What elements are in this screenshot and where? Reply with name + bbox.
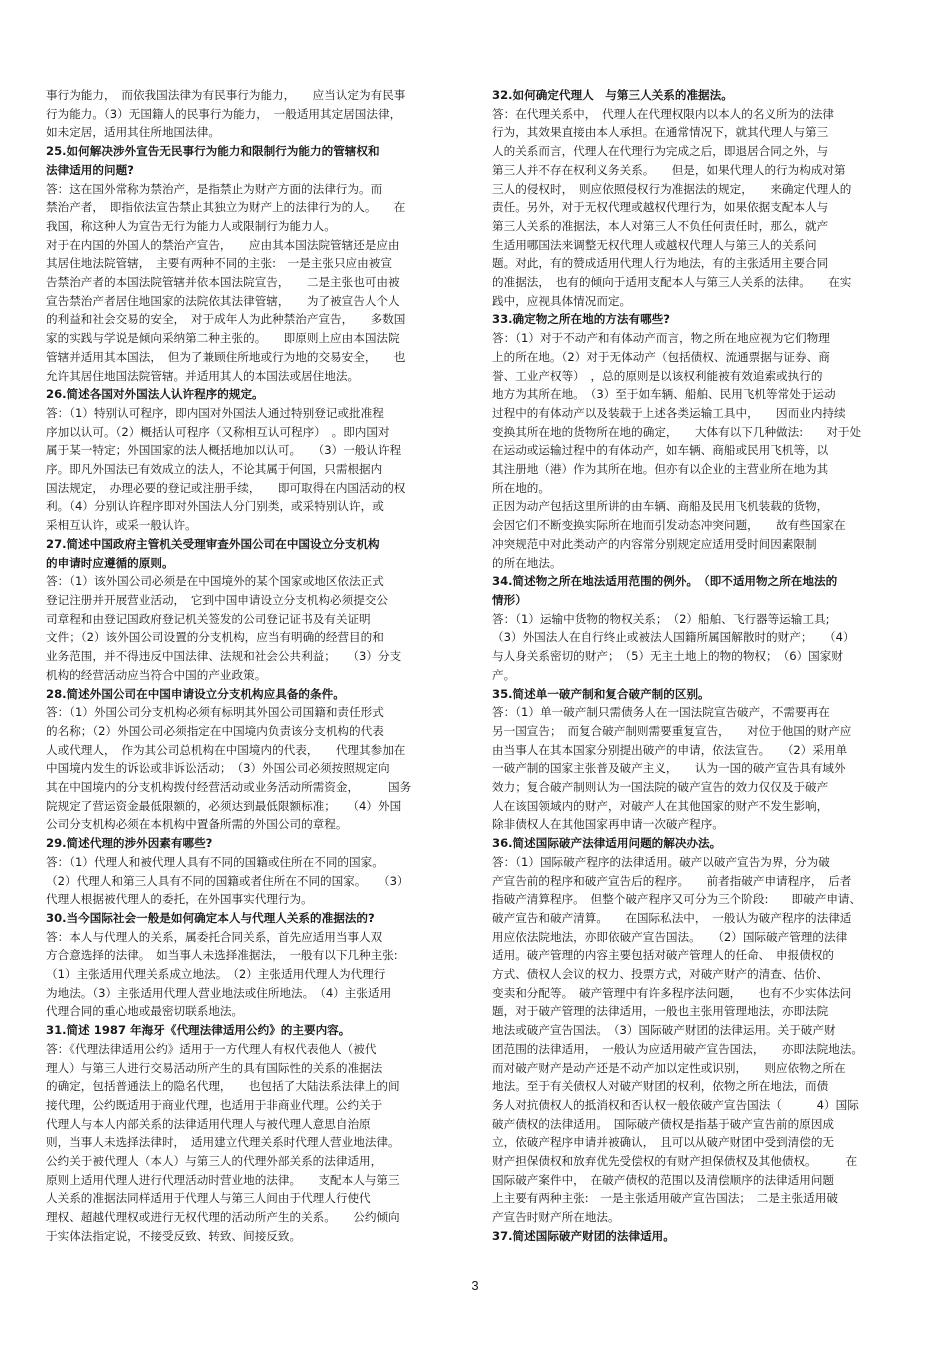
question-heading: 31.简述 1987 年海牙《代理法律适用公约》的主要内容。: [46, 1023, 351, 1038]
answer-paragraph: 答：（1）运输中货物的物权关系； （2）船舶、飞行器等运输工具; （3）外国法人在自行终止或被法人国籍所属国解散时的财产； （4） 与人身关系密切的财产； （5）无主土地上的物的物权； （6）国家财 产。: [492, 611, 855, 682]
answer-paragraph: 答：本人与代理人的关系，属委托合同关系，首先应适用当事人双 方合意选择的法律。 如当事人未选择准据法， 一般有以下几种主张: （1）主张适用代理关系成立地法。 （2）主张适用代理人为代理行 为地法。（3）主张适用代理人营业地法或住所地法。 （4）主张适用 代理合同的重心地或最密切联系地法。: [46, 929, 398, 1019]
answer-paragraph: 答：《代理法律适用公约》适用于一方代理人有权代表他人（被代 理人）与第三人进行交易活动所产生的具有国际性的关系的准据法 的确定，包括普通法上的隐名代理， 也包括了大陆法系法律上的间 接代理，公约既适用于商业代理，也适用于非商业代理。公约关于 代理人与本人内部关系的法律适用代理人与被代理人意思自治原 则，当事人未选择法律时， 适用建立代理关系时代理人营业地法律。 公约关于被代理人（本人）与第三人的代理外部关系的法律适用， 原则上适用代理人进行代理活动时营业地的法律。 支配本人与第三 人关系的准据法同样适用于代理人与第三人间由于代理人行使代 理权、超越代理权或进行无权代理的活动所产生的关系。 公约倾向 于实体法指定说，不接受反致、转致、间接反致。: [46, 1041, 400, 1243]
left-column: [46, 86, 456, 1246]
answer-paragraph: 答：（1）对于不动产和有体动产而言，物之所在地应视为它们物理 上的所在地。（2）对于无体动产（包括债权、流通票据与证券、商 誉、工业产权等） ，总的原则是以该权利能被有效追索或执行的 地方为其所在地。 （3）至于如车辆、船舶、民用飞机等常处于运动 过程中的有体动产以及装载于上述各类运输工具中， 因而业内持续 变换其所在地的货物所在地的确定， 大体有以下几种做法: 对于处 在运动或运输过程中的有体动产，如车辆、商船或民用飞机等，以 其注册地（港）作为其所在地。但亦有以企业的主营业所在地为其 所在地的。 正因为动产包括这里所讲的由车辆、商船及民用飞机装载的货物， 会因它们不断变换实际所在地而引发动态冲突问题， 故有些国家在 冲突规范中对此类动产的内容常分别规定应适用受时间因素限制 的所在地法。: [492, 331, 862, 570]
question-heading: 25.如何解决涉外宣告无民事行为能力和限制行为能力的管辖权和 法律适用的问题?: [46, 144, 380, 177]
answer-paragraph: 答：（1）外国公司分支机构必须有标明其外国公司国籍和责任形式 的名称；（2）外国公司必须指定在中国境内负责该分支机构的代表 人或代理人， 作为其公司总机构在中国境内的代表， 代理其参加在 中国境内发生的诉讼或非诉讼活动； （3）外国公司必须按照规定向 其在中国境内的分支机构拨付经营活动或业务活动所需资金， 国务 院规定了营运资金最低限额的，必须达到最低限额标准； （4）外国 公司分支机构必须在本机构中置备所需的外国公司的章程。: [46, 705, 412, 832]
answer-paragraph: 答：这在国外常称为禁治产，是指禁止为财产方面的法律行为。而 禁治产者， 即指依法宣告禁止其独立为财产上的法律行为的人。 在 我国，称这种人为宣告无行为能力人或限制行为能力人。 对于在内国的外国人的禁治产宣告， 应由其本国法院管辖还是应由 其居住地法院管辖， 主要有两种不同的主张: 一是主张只应由被宣 告禁治产者的本国法院管辖并依本国法院宣告， 二是主张也可由被 宣告禁治产者居住地国家的法院依其法律管辖， 为了被宣告人个人 的利益和社会交易的安全， 对于成年人为此种禁治产宣告， 多数国 家的实践与学说是倾向采纳第二种主张的。 即原则上应由本国法院 管辖并适用其本国法， 但为了兼顾住所地或行为地的交易安全， 也 允许其居住地国法院管辖。并适用其人的本国法或居住地法。: [46, 181, 406, 383]
question-heading: 32.如何确定代理人 与第三人关系的准据法。: [492, 88, 733, 102]
question-heading: 35.简述单一破产制和复合破产制的区别。: [492, 686, 710, 701]
answer-paragraph: 答：（1）国际破产程序的法律适用。破产以破产宣告为界，分为破 产宣告前的程序和破产宣告后的程序。 前者指破产申请程序， 后者 指破产清算程序。 但整个破产程序又可分为三个阶段: 即破产申请、 破产宣告和破产清算。 在国际私法中， 一般认为破产程序的法律适 用应依法院地法，亦即依破产宣告国法。 （2）国际破产管理的法律 适用。破产管理的内容主要包括对破产管理人的任命、 申报债权的 方式、债权人会议的权力、投票方式，对破产财产的清查、估价、 变卖和分配等。 破产管理中有许多程序法问题， 也有不少实体法问 题，对于破产管理的法律适用，一般也主张用管理地法，亦即法院 地法或破产宣告国法。 （3）国际破产财团的法律运用。关于破产财 团范围的法律适用， 一般认为应适用破产宣告国法， 亦即法院地法。 而对破产财产是动产还是不动产加以定性或识别， 则应依物之所在 地法。至于有关债权人对破产财团的权利，依物之所在地法，而债 务人对抗债权人的抵消权和否认权一般依破产宣告国法（ 4）国际 破产债权的法律适用。 国际破产债权是指基于破产宣告前的原因成 立，依破产程序申请并被确认， 且可以从破产财团中受到清偿的无 财产担保债权和放弃优先受偿权的有财产担保债权及其他债权。 在 国际破产案件中， 在破产债权的范围以及清偿顺序的法律适用问题 上主要有两种主张: 一是主张适用破产宣告国法； 二是主张适用破 产宣告时财产所在地法。: [492, 854, 863, 1225]
question-heading: 27.简述中国政府主管机关受理审查外国公司在中国设立分支机构 的申请时应遵循的原则。: [46, 536, 380, 570]
right-column: [492, 86, 902, 1246]
question-heading: 26.简述各国对外国法人认许程序的规定。: [46, 387, 264, 402]
question-heading: 28.简述外国公司在中国申请设立分支机构应具备的条件。: [46, 686, 345, 701]
answer-paragraph: 答：在代理关系中， 代理人在代理权限内以本人的名义所为的法律 行为，其效果直接由本人承担。在通常情况下，就其代理人与第三 人的关系而言，代理人在代理行为完成之后，即退居合同之外，与 第三人并不存在权利义务关系。 但是，如果代理人的行为构成对第 三人的侵权时， 则应依照侵权行为准据法的规定， 来确定代理人的 责任。另外，对于无权代理或越权代理行为，如果依据支配本人与 第三人关系的准据法，本人对第三人不负任何责任时，那么，就产 生适用哪国法来调整无权代理人或越权代理人与第三人的关系问 题。对此，有的赞成适用代理人行为地法，有的主张适用主要合同 的准据法， 也有的倾向于适用支配本人与第三人关系的法律。 在实 践中，应视具体情况而定。: [492, 106, 852, 308]
answer-paragraph: 答：（1）代理人和被代理人具有不同的国籍或住所在不同的国家。 （2）代理人和第三人具有不同的国籍或者住所在不同的国家。 （3） 代理人根据被代理人的委托，在外国事实代理行为。: [46, 854, 409, 907]
answer-paragraph: 答：（1）特别认可程序，即内国对外国法人通过特别登记或批准程 序加以认可。（2）概括认可程序（又称相互认可程序） 。即内国对 属于某一特定；外国国家的法人概括地加以认可。 （3）一般认许程 序。即凡外国法已有效成立的法人，不论其属于何国，只需根据内 国法规定， 办理必要的登记或注册手续， 即可取得在内国活动的权 利。（4）分别认许程序即对外国法人分门别类，或采特别认许，或 采相互认许，或采一般认许。: [46, 405, 406, 533]
question-heading: 30.当今国际社会一般是如何确定本人与代理人关系的准据法的?: [46, 910, 375, 925]
answer-paragraph: 答：（1）该外国公司必须是在中国境外的某个国家或地区依法正式 登记注册并开展营业活动， 它到中国申请设立分支机构必须提交公 司章程和由登记国政府登记机关签发的公司登记证书及有关证明 文件；（2）该外国公司设置的分支机构，应当有明确的经营目的和 业务范围，并不得违反中国法律、法规和社会公共利益； （3）分支 机构的经营活动应当符合中国的产业政策。: [46, 574, 402, 682]
question-heading: 37.简述国际破产财团的法律适用。: [492, 1228, 675, 1243]
answer-paragraph: 事行为能力， 而依我国法律为有民事行为能力， 应当认定为有民事 行为能力。（3）无国籍人的民事行为能力， 一般适用其定居国法律， 如未定居，适用其住所地国法律。: [46, 88, 406, 140]
answer-paragraph: 答：（1）单一破产制只需债务人在一国法院宣告破产，不需要再在 另一国宣告； 而复合破产制则需要重复宣告， 对位于他国的财产应 由当事人在其本国家分别提出破产的申请，依法宣告。 （2）采用单 一破产制的国家主张普及破产主义， 认为一国的破产宣告具有域外 效力；复合破产制则认为一国法院的破产宣告的效力仅仅及于破产 人在该国领域内的财产，对破产人在其他国家的财产不发生影响， 除非债权人在其他国家再申请一次破产程序。: [492, 705, 852, 832]
question-heading: 29.简述代理的涉外因素有哪些?: [46, 836, 213, 851]
question-heading: 36.简述国际破产法律适用问题的解决办法。: [492, 836, 722, 851]
page-number: 3: [471, 1278, 479, 1293]
question-heading: 33.确定物之所在地的方法有哪些?: [492, 312, 670, 327]
question-heading: 34.简述物之所在地法适用范围的例外。 （即不适用物之所在地法的 情形）: [492, 574, 838, 607]
